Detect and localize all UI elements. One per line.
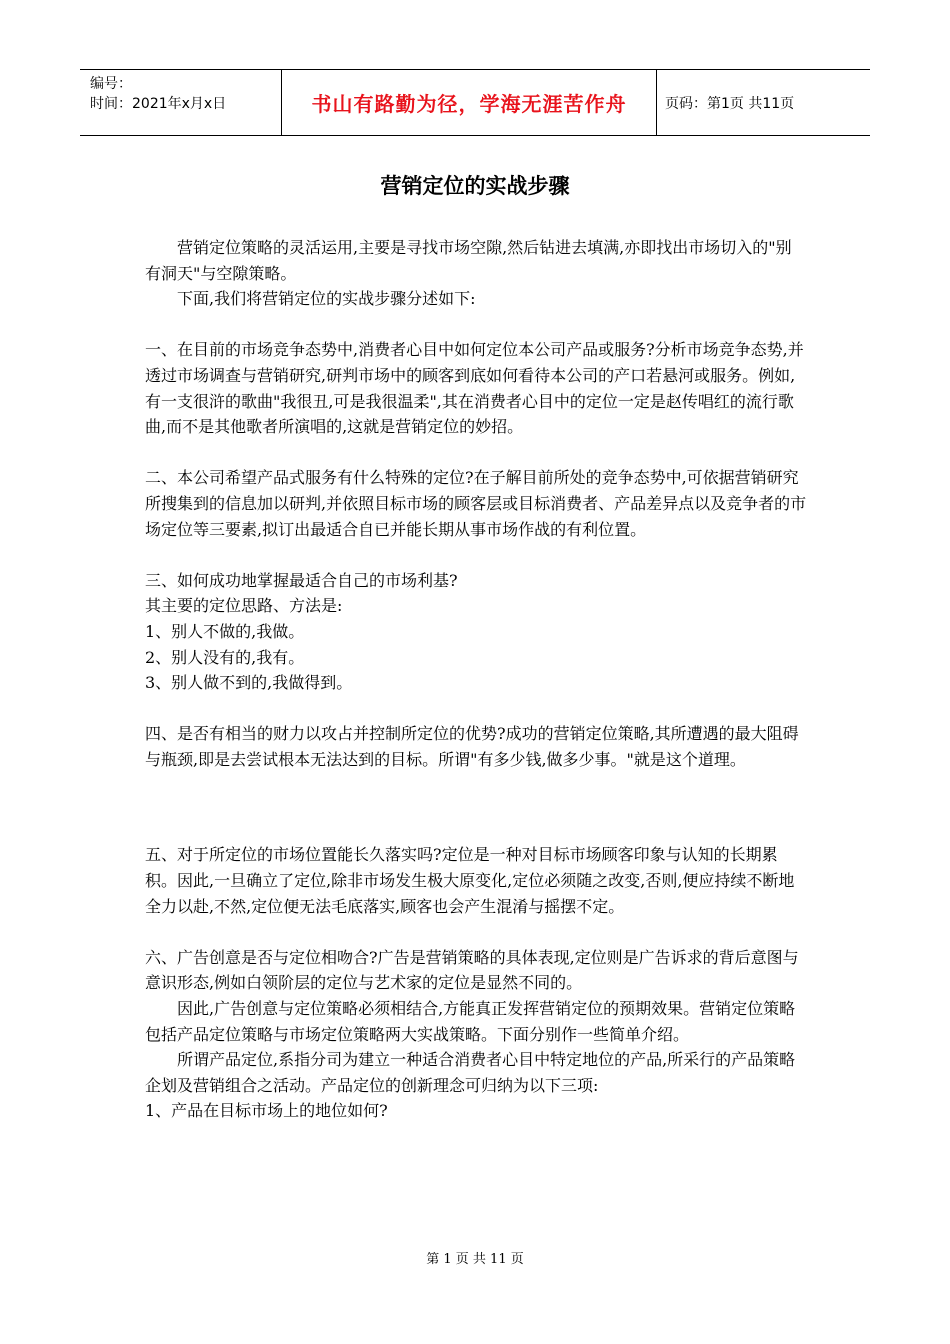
section-one: 一、在目前的市场竞争态势中,消费者心目中如何定位本公司产品或服务?分析市场竞争态势,并透过市场调查与营销研究,研判市场中的顾客到底如何看待本公司的产口若悬河或服务。例如,有一支很浒的歌曲"我很丑,可是我很温柔",其在消费者心目中的定位一定是赵传唱红的流行歌曲,而不是其他歌者所演唱的,这就是营销定位的妙招。 — [145, 340, 804, 437]
document-title: 营销定位的实战步骤 — [380, 174, 570, 198]
paragraph-outline: 下面,我们将营销定位的实战步骤分述如下: — [177, 289, 476, 309]
section-three-method: 其主要的定位思路、方法是: — [145, 596, 343, 616]
list-item: 3、别人做不到的,我做得到。 — [145, 673, 353, 693]
paragraph-ad-creative: 因此,广告创意与定位策略必须相结合,方能真正发挥营销定位的预期效果。营销定位策略包括产品定位策略与市场定位策略两大实战策略。下面分别作一些简单介绍。 — [145, 999, 796, 1044]
spacer — [145, 312, 807, 338]
spacer — [145, 440, 807, 466]
list-item: 1、别人不做的,我做。 — [145, 621, 305, 641]
page-footer: 第 1 页 共 11 页 — [426, 1252, 524, 1267]
document-number-label: 编号： — [90, 76, 132, 92]
list-item: 1、产品在目标市场上的地位如何? — [145, 1101, 388, 1121]
header-motto: 书山有路勤为径，学海无涯苦作舟 — [282, 70, 657, 135]
header-table — [80, 69, 870, 136]
section-six: 六、广告创意是否与定位相吻合?广告是营销策略的具体表现,定位则是广告诉求的背后意图与意识形态,例如白领阶层的定位与艺术家的定位是显然不同的。 — [145, 947, 799, 993]
document-date-label: 时间：2021年x月x日 — [90, 96, 227, 112]
section-four: 四、是否有相当的财力以攻占并控制所定位的优势?成功的营销定位策略,其所遭遇的最大阻碍与瓶颈,即是去尝试根本无法达到的目标。所谓"有多少钱,做多少事。"就是这个道理。 — [145, 724, 799, 769]
section-five: 五、对于所定位的市场位置能长久落实吗?定位是一种对目标市场顾客印象与认知的长期累积。因此,一旦确立了定位,除非市场发生极大原变化,定位必须随之改变,否则,便应持续不断地全力以赴,不然,定位便无法毛底落实,顾客也会产生混淆与摇摆不定。 — [145, 845, 795, 916]
header-meta-cell — [80, 70, 282, 135]
header-page-info: 页码：第1页 共11页 — [665, 95, 795, 112]
spacer — [145, 696, 807, 722]
paragraph-product-positioning: 所谓产品定位,系指分司为建立一种适合消费者心目中特定地位的产品,所采行的产品策略企划及营销组合之活动。产品定位的创新理念可归纳为以下三项: — [145, 1050, 796, 1095]
section-three: 三、如何成功地掌握最适合自己的市场利基? — [145, 570, 458, 590]
document-body — [145, 235, 807, 1124]
spacer — [145, 542, 807, 568]
section-two: 二、本公司希望产品式服务有什么特殊的定位?在子解目前所处的竞争态势中,可依据营销研究所搜集到的信息加以研判,并依照目标市场的顾客层或目标消费者、产品差异点以及竞争者的市场定位等三要素,拟订出最适合自已并能长期从事市场作战的有利位置。 — [145, 468, 807, 539]
spacer — [145, 772, 807, 842]
paragraph-intro: 营销定位策略的灵活运用,主要是寻找市场空隙,然后钻进去填满,亦即找出市场切入的"别有洞天"与空隙策略。 — [145, 238, 792, 283]
list-item: 2、别人没有的,我有。 — [145, 647, 305, 667]
spacer — [145, 919, 807, 945]
